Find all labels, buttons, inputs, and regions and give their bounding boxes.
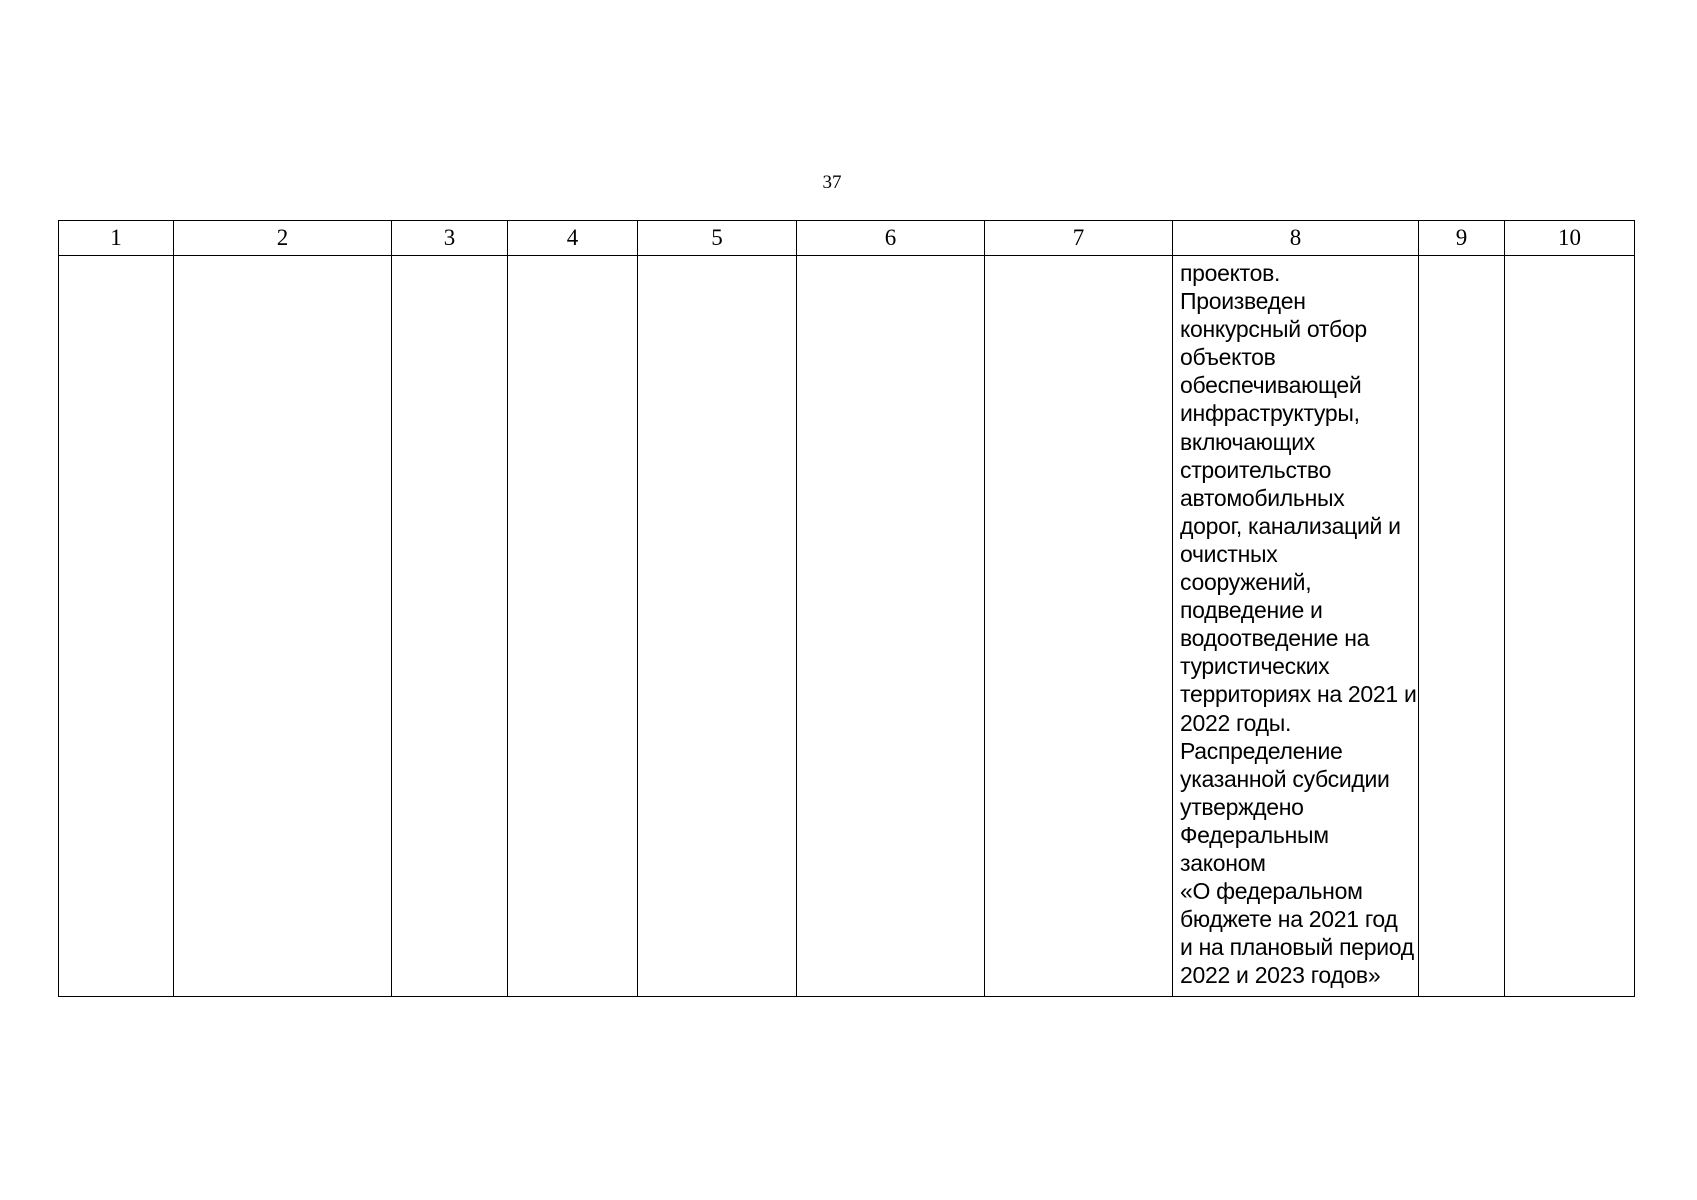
table-row: [59, 256, 1635, 997]
table-cell-col4: [508, 256, 638, 997]
table-cell-col10: [1505, 256, 1635, 997]
cell-text-col8: [1173, 256, 1418, 989]
table-cell-col2: [174, 256, 392, 997]
text-line: строительство: [1180, 456, 1332, 483]
column-header-3: 3: [392, 221, 508, 256]
text-line: конкурсный отбор: [1180, 316, 1367, 343]
text-line: «О федеральном: [1180, 878, 1363, 905]
text-line: Федеральным: [1180, 821, 1329, 848]
text-line: территориях на 2021 и: [1180, 681, 1417, 708]
column-header-1: 1: [59, 221, 174, 256]
table-cell-col6: [797, 256, 985, 997]
text-line: туристических: [1180, 653, 1330, 680]
table-cell-col9: [1419, 256, 1505, 997]
text-line: Произведен: [1180, 288, 1306, 315]
text-line: инфраструктуры,: [1180, 400, 1360, 427]
text-line: проектов.: [1180, 260, 1281, 286]
text-line: указанной субсидии: [1180, 765, 1390, 792]
column-header-6: 6: [797, 221, 985, 256]
column-header-9: 9: [1419, 221, 1505, 256]
text-line: законом: [1180, 849, 1266, 876]
table-cell-col5: [638, 256, 797, 997]
column-header-2: 2: [174, 221, 392, 256]
table-cell-col1: [59, 256, 174, 997]
table-cell-col3: [392, 256, 508, 997]
text-line: водоотведение на: [1180, 625, 1370, 652]
text-line: Распределение: [1180, 737, 1343, 764]
text-line: очистных: [1180, 540, 1278, 567]
table-cell-col7: [985, 256, 1173, 997]
text-line: сооружений,: [1180, 569, 1312, 596]
text-line: подведение и: [1180, 597, 1323, 624]
text-line: 2022 годы.: [1180, 709, 1292, 736]
text-line: и на плановый период: [1180, 934, 1414, 961]
text-line: утверждено: [1180, 793, 1304, 820]
text-line: 2022 и 2023 годов»: [1180, 962, 1381, 989]
text-line: бюджете на 2021 год: [1180, 906, 1398, 933]
text-line: дорог, канализаций и: [1180, 512, 1401, 539]
document-table: [58, 220, 1635, 997]
column-header-8: 8: [1173, 221, 1419, 256]
table-cell-col8: [1173, 256, 1419, 997]
text-line: объектов: [1180, 344, 1276, 371]
column-header-7: 7: [985, 221, 1173, 256]
column-header-4: 4: [508, 221, 638, 256]
text-line: автомобильных: [1180, 484, 1345, 511]
column-header-5: 5: [638, 221, 797, 256]
table-header-row: [59, 221, 1635, 256]
text-line: включающих: [1180, 428, 1316, 455]
column-header-10: 10: [1505, 221, 1635, 256]
page-number: 37: [822, 172, 842, 193]
text-line: обеспечивающей: [1180, 372, 1362, 399]
